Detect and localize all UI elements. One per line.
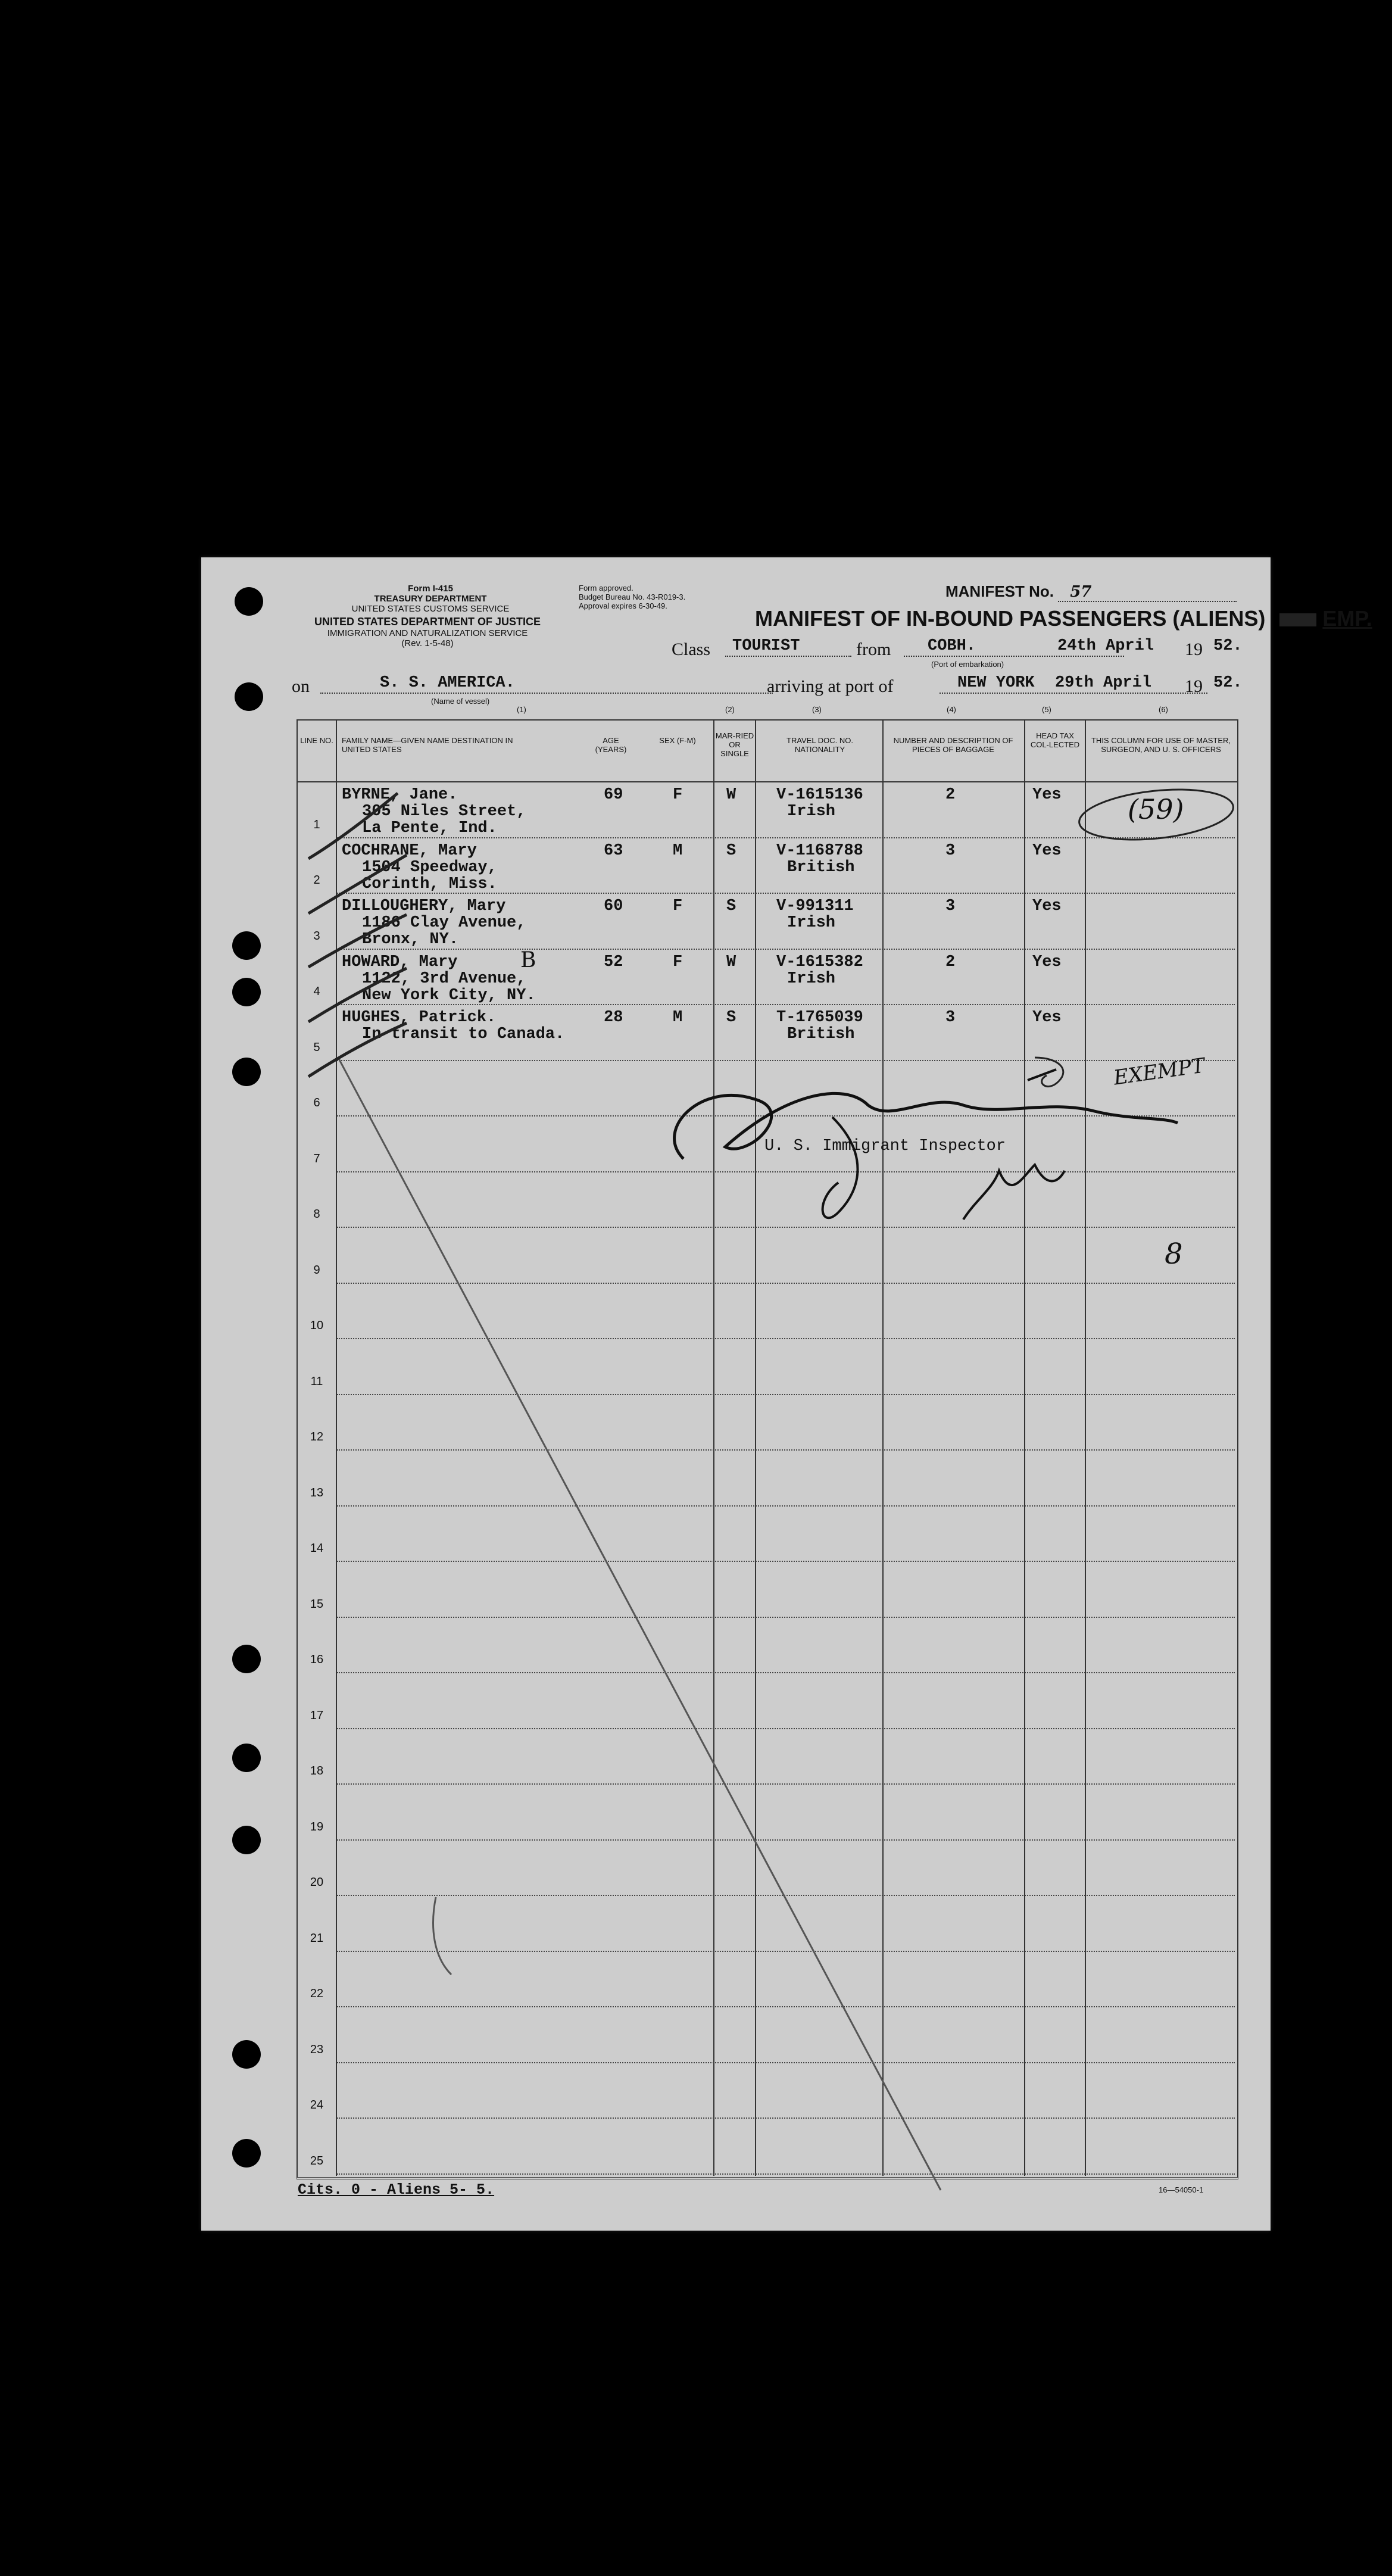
handwritten-eight: 8 xyxy=(1165,1237,1183,1271)
line-number: 9 xyxy=(313,1263,320,1277)
footer-summary: Cits. 0 - Aliens 5- 5. xyxy=(298,2181,495,2198)
passenger-address: 1504 Speedway, xyxy=(362,858,497,877)
passenger-sex: M xyxy=(673,1009,683,1027)
line-number: 6 xyxy=(313,1096,320,1109)
line-number: 5 xyxy=(313,1040,320,1054)
header-sex: SEX (F-M) xyxy=(659,736,696,745)
passenger-city: Corinth, Miss. xyxy=(362,875,497,893)
dept-justice: UNITED STATES DEPARTMENT OF JUSTICE xyxy=(314,616,541,628)
exempt-annotation: EXEMPT xyxy=(1112,1053,1207,1090)
initials-scribble xyxy=(963,1165,1065,1220)
line-number: 23 xyxy=(310,2042,324,2056)
line-number: 4 xyxy=(313,985,320,998)
line-number: 12 xyxy=(310,1430,324,1443)
passenger-age: 52 xyxy=(604,953,623,971)
line-number: 7 xyxy=(313,1152,320,1165)
passenger-married: W xyxy=(726,953,736,971)
passenger-nationality: Irish xyxy=(787,969,836,988)
header-line-no: LINE NO. xyxy=(300,736,333,745)
passenger-nationality: British xyxy=(787,1025,855,1043)
line-number: 17 xyxy=(310,1708,324,1722)
arriving-port: NEW YORK xyxy=(940,674,1207,694)
passenger-name: DILLOUGHERY, Mary xyxy=(342,897,506,915)
col-number: (4) xyxy=(947,705,956,714)
passenger-bags: 2 xyxy=(945,953,956,971)
line-number: 19 xyxy=(310,1820,324,1833)
passenger-name: HUGHES, Patrick. xyxy=(342,1009,497,1027)
line-number: 21 xyxy=(310,1931,324,1945)
passenger-married: W xyxy=(726,786,736,804)
passenger-city: New York City, NY. xyxy=(362,986,536,1005)
header-tax: HEAD TAX COL-LECTED xyxy=(1030,731,1080,749)
from-label: from xyxy=(856,640,891,659)
manifest-page xyxy=(201,557,1372,2231)
manifest-no-value: 57 xyxy=(1058,583,1237,602)
passenger-sex: F xyxy=(673,953,683,971)
form-title: MANIFEST OF IN-BOUND PASSENGERS (ALIENS) xyxy=(755,606,1266,631)
year-value: 52. xyxy=(1213,637,1243,655)
passenger-sex: F xyxy=(673,897,683,915)
col-number: (6) xyxy=(1159,705,1168,714)
signature-flourish xyxy=(823,1117,858,1218)
passenger-tax: Yes xyxy=(1032,841,1062,860)
arriving-year-prefix: 19 xyxy=(1185,676,1203,696)
passenger-bags: 2 xyxy=(945,786,956,804)
inspector-title: U. S. Immigrant Inspector xyxy=(764,1137,1006,1155)
redacted-mark xyxy=(1279,613,1316,626)
passenger-bags: 3 xyxy=(945,1009,956,1027)
header-travel: TRAVEL DOC. NO. NATIONALITY xyxy=(786,736,853,754)
passenger-age: 63 xyxy=(604,841,623,860)
line-number: 1 xyxy=(313,818,320,831)
circled-number: (59) xyxy=(1128,793,1184,825)
line-number: 22 xyxy=(310,1987,324,2000)
revision-date: (Rev. 1-5-48) xyxy=(401,638,454,648)
from-date: 24th April xyxy=(1057,637,1154,655)
line-number: 8 xyxy=(313,1208,320,1221)
dept-ins: IMMIGRATION AND NATURALIZATION SERVICE xyxy=(327,628,528,638)
margin-mark xyxy=(433,1897,451,1975)
passenger-married: S xyxy=(726,841,736,860)
header-name: FAMILY NAME—GIVEN NAME DESTINATION IN UNITED STATES xyxy=(342,736,513,754)
line-number: 14 xyxy=(310,1542,324,1555)
check-mark xyxy=(308,915,407,967)
form-number: Form I-415 xyxy=(408,584,453,594)
line-number: 24 xyxy=(310,2098,324,2112)
approval-line: Approval expires 6-30-49. xyxy=(579,601,667,610)
line-number: 15 xyxy=(310,1597,324,1611)
col-number: (3) xyxy=(812,705,822,714)
passenger-married: S xyxy=(726,897,736,915)
class-value: TOURIST xyxy=(725,637,851,657)
passenger-nationality: Irish xyxy=(787,914,836,932)
line-number: 20 xyxy=(310,1876,324,1889)
passenger-bags: 3 xyxy=(945,897,956,915)
passenger-address: 305 Niles Street, xyxy=(362,803,526,821)
passenger-tax: Yes xyxy=(1032,897,1062,915)
passenger-city: Bronx, NY. xyxy=(362,931,459,949)
on-label: on xyxy=(292,676,310,696)
passenger-married: S xyxy=(726,1009,736,1027)
line-number: 11 xyxy=(310,1374,323,1388)
passenger-name: HOWARD, Mary xyxy=(342,953,458,971)
passenger-address: 1122, 3rd Avenue, xyxy=(362,969,526,988)
vessel-name: S. S. AMERICA. xyxy=(320,674,773,694)
dept-customs: UNITED STATES CUSTOMS SERVICE xyxy=(351,604,510,614)
passenger-sex: M xyxy=(673,841,683,860)
passenger-age: 60 xyxy=(604,897,623,915)
handwritten-b: B xyxy=(520,948,536,972)
header-married: MAR-RIED OR SINGLE xyxy=(715,731,754,758)
passenger-name: BYRNE, Jane. xyxy=(342,786,458,804)
manifest-no-label: MANIFEST No. xyxy=(945,582,1054,600)
passenger-doc: V-991311 xyxy=(776,897,854,915)
passenger-age: 69 xyxy=(604,786,623,804)
arriving-label: arriving at port of xyxy=(767,676,894,696)
passenger-tax: Yes xyxy=(1032,786,1062,804)
printer-code: 16—54050-1 xyxy=(1159,2185,1204,2194)
line-number: 16 xyxy=(310,1653,324,1666)
line-number: 13 xyxy=(310,1486,324,1499)
passenger-tax: Yes xyxy=(1032,953,1062,971)
approval-line: Form approved. xyxy=(579,584,633,592)
check-mark xyxy=(308,1023,407,1077)
line-number: 18 xyxy=(310,1764,324,1777)
passenger-name: COCHRANE, Mary xyxy=(342,841,477,860)
pencil-strike-line xyxy=(338,1058,941,2190)
line-number: 10 xyxy=(310,1319,324,1332)
check-mark xyxy=(308,793,398,859)
check-mark xyxy=(308,855,407,913)
header-officers: THIS COLUMN FOR USE OF MASTER, SURGEON, AND U. S. OFFICERS xyxy=(1091,736,1231,754)
passenger-bags: 3 xyxy=(945,841,956,860)
passenger-city: La Pente, Ind. xyxy=(362,819,497,837)
passenger-address: In transit to Canada. xyxy=(362,1025,565,1043)
from-value: COBH. xyxy=(904,637,1124,657)
header-age: AGE (YEARS) xyxy=(595,736,627,754)
year-prefix: 19 xyxy=(1185,640,1203,659)
arriving-date: 29th April xyxy=(1055,674,1152,692)
form-title-suffix: EMP. xyxy=(1322,606,1372,631)
vessel-note: (Name of vessel) xyxy=(431,697,490,706)
embark-note: (Port of embarkation) xyxy=(931,660,1004,669)
col-number: (5) xyxy=(1042,705,1051,714)
dept-treasury: TREASURY DEPARTMENT xyxy=(374,594,487,604)
line-number: 3 xyxy=(313,929,320,943)
passenger-tax: Yes xyxy=(1032,1009,1062,1027)
passenger-sex: F xyxy=(673,786,683,804)
header-baggage: NUMBER AND DESCRIPTION OF PIECES OF BAGGAGE xyxy=(893,736,1013,754)
passenger-doc: V-1615382 xyxy=(776,953,863,971)
passenger-doc: T-1765039 xyxy=(776,1009,863,1027)
line-number: 25 xyxy=(310,2154,324,2168)
arriving-year: 52. xyxy=(1213,674,1243,692)
approval-line: Budget Bureau No. 43-R019-3. xyxy=(579,592,686,601)
passenger-doc: V-1168788 xyxy=(776,841,863,860)
passenger-nationality: Irish xyxy=(787,803,836,821)
handwriting-overlay xyxy=(201,557,1271,2231)
col-number: (1) xyxy=(517,705,526,714)
passenger-age: 28 xyxy=(604,1009,623,1027)
class-label: Class xyxy=(672,640,711,659)
check-mark xyxy=(308,968,407,1022)
col-number: (2) xyxy=(725,705,735,714)
passenger-doc: V-1615136 xyxy=(776,786,863,804)
passenger-address: 1186 Clay Avenue, xyxy=(362,914,526,932)
passenger-nationality: British xyxy=(787,858,855,877)
line-number: 2 xyxy=(313,874,320,887)
